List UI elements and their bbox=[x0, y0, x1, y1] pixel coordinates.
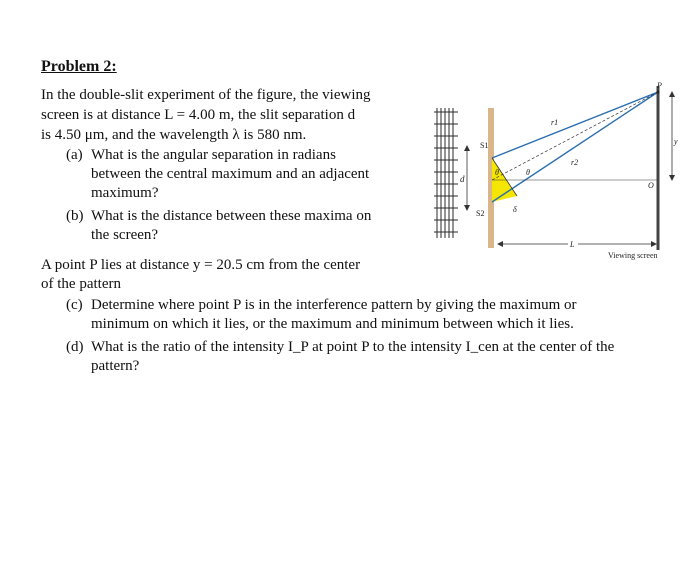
o-label: O bbox=[648, 181, 654, 190]
question-a-label: (a) bbox=[66, 147, 83, 163]
rays bbox=[492, 92, 658, 202]
question-d-line-1: What is the ratio of the intensity I_P at point P to the intensity I_cen at the center of the bbox=[91, 339, 615, 355]
question-c-line-2: minimum on which it lies, or the maximum and minimum between which it lies. bbox=[91, 316, 574, 332]
question-b-line-2: the screen? bbox=[91, 227, 159, 243]
point-p-statement bbox=[41, 256, 421, 294]
theta-angle-label: θ bbox=[526, 168, 530, 177]
question-b-label: (b) bbox=[66, 208, 84, 224]
l-label: L bbox=[570, 240, 575, 249]
problem-title: Problem 2: bbox=[41, 58, 117, 75]
question-a-line-2: between the central maximum and an adjacent bbox=[91, 166, 370, 182]
intro-line-2: screen is at distance L = 4.00 m, the slit separation d bbox=[41, 107, 356, 123]
question-d bbox=[66, 338, 676, 376]
p-label: P bbox=[657, 81, 662, 90]
r2-label: r2 bbox=[571, 158, 579, 167]
l-dimension-arrow bbox=[497, 239, 657, 249]
point-p-marker bbox=[657, 91, 660, 94]
problem-intro bbox=[41, 85, 416, 145]
question-a bbox=[66, 146, 416, 203]
intro-line-3: is 4.50 μm, and the wavelength λ is 580 nm. bbox=[41, 127, 307, 143]
s2-label: S2 bbox=[476, 209, 485, 218]
viewing-screen-label: Viewing screen bbox=[608, 251, 658, 260]
theta-wedge-label: θ bbox=[495, 168, 499, 177]
slit-separation-arrow bbox=[460, 145, 470, 211]
question-b bbox=[66, 207, 416, 245]
y-label: y bbox=[674, 137, 678, 146]
incoming-wavefronts bbox=[434, 108, 458, 238]
d-label: d bbox=[460, 174, 465, 184]
double-slit-figure bbox=[430, 78, 680, 263]
question-a-line-3: maximum? bbox=[91, 185, 159, 201]
point-p-line-2: of the pattern bbox=[41, 276, 121, 292]
question-b-line-1: What is the distance between these maxima on bbox=[91, 208, 372, 224]
point-p-line-1: A point P lies at distance y = 20.5 cm from the center bbox=[41, 257, 361, 273]
question-c bbox=[66, 296, 666, 334]
question-d-line-2: pattern? bbox=[91, 358, 140, 374]
question-d-label: (d) bbox=[66, 339, 84, 355]
question-a-line-1: What is the angular separation in radians bbox=[91, 147, 336, 163]
question-c-label: (c) bbox=[66, 297, 83, 313]
r1-label: r1 bbox=[551, 118, 559, 127]
intro-line-1: In the double-slit experiment of the figure, the viewing bbox=[41, 87, 371, 103]
y-dimension-arrow bbox=[669, 91, 678, 181]
question-c-line-1: Determine where point P is in the interference pattern by giving the maximum or bbox=[91, 297, 577, 313]
delta-label: δ bbox=[513, 205, 517, 214]
s1-label: S1 bbox=[480, 141, 489, 150]
